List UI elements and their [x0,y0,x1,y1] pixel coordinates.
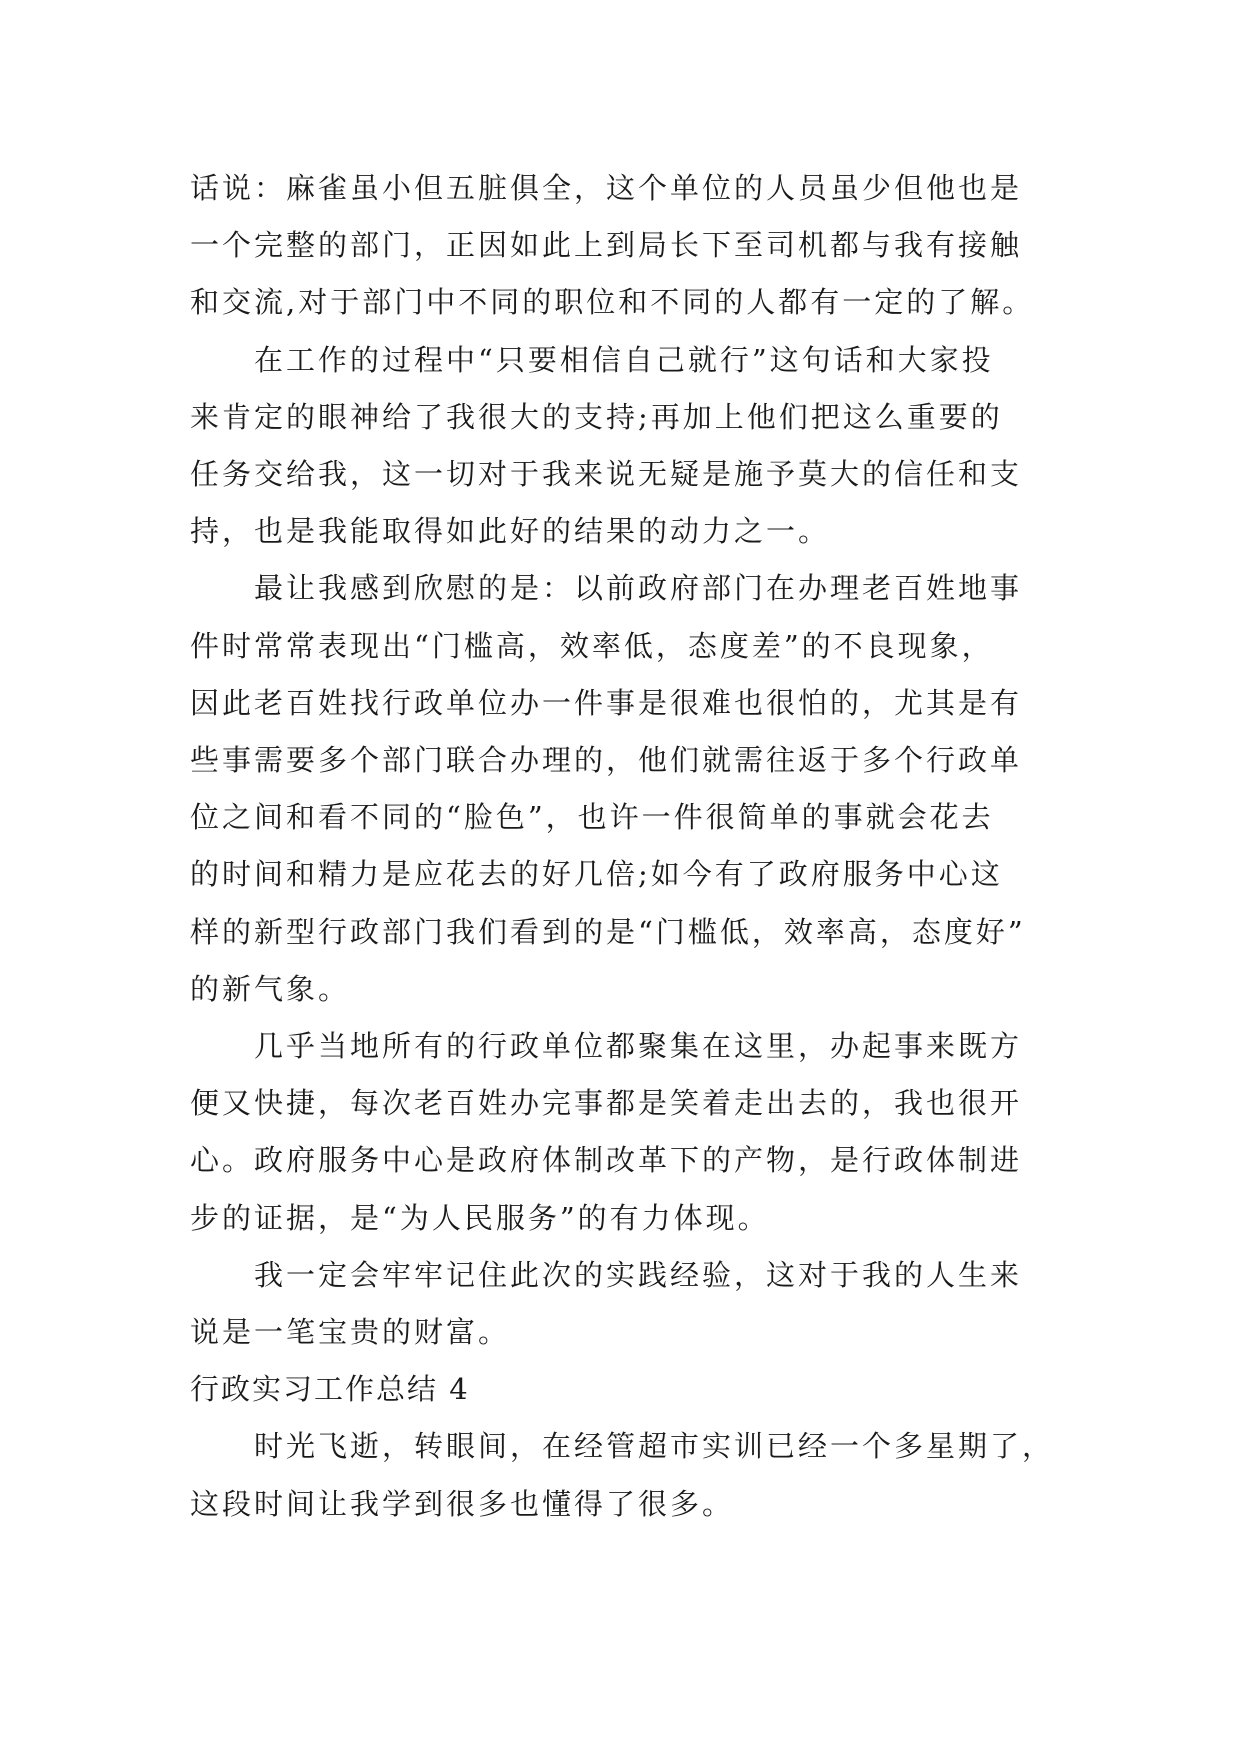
text-line: 几乎当地所有的行政单位都聚集在这里，办起事来既方 [254,1029,1023,1064]
text-line: 件时常常表现出“门槛高，效率低，态度差”的不良现象， [190,628,994,663]
text-line: 一个完整的部门，正因如此上到局长下至司机都与我有接触 [190,228,1023,263]
text-line: 来肯定的眼神给了我很大的支持;再加上他们把这么重要的 [190,399,1003,434]
document-body [190,160,1090,1533]
text-line: 的新气象。 [190,971,351,1006]
text-line: 样的新型行政部门我们看到的是“门槛低，效率高，态度好” [190,914,1026,949]
text-line: 便又快捷，每次老百姓办完事都是笑着走出去的，我也很开 [190,1086,1023,1121]
section-heading: 行政实习工作总结 4 [190,1372,470,1407]
text-line: 持，也是我能取得如此好的结果的动力之一。 [190,514,831,549]
text-line: 的时间和精力是应花去的好几倍;如今有了政府服务中心这 [190,857,1003,892]
text-line: 任务交给我，这一切对于我来说无疑是施予莫大的信任和支 [190,457,1023,492]
text-line: 最让我感到欣慰的是：以前政府部门在办理老百姓地事 [254,571,1023,606]
text-line: 心。政府服务中心是政府体制改革下的产物，是行政体制进 [190,1143,1023,1178]
text-line: 步的证据，是“为人民服务”的有力体现。 [190,1200,770,1235]
text-line: 和交流,对于部门中不同的职位和不同的人都有一定的了解。 [190,285,1035,320]
text-line: 些事需要多个部门联合办理的，他们就需往返于多个行政单 [190,743,1023,778]
text-line: 说是一笔宝贵的财富。 [190,1315,511,1350]
text-line: 因此老百姓找行政单位办一件事是很难也很怕的，尤其是有 [190,685,1023,720]
text-line: 我一定会牢牢记住此次的实践经验，这对于我的人生来 [254,1257,1023,1292]
text-line: 这段时间让我学到很多也懂得了很多。 [190,1486,735,1521]
text-line: 在工作的过程中“只要相信自己就行”这句话和大家投 [254,342,994,377]
text-line: 话说：麻雀虽小但五脏俱全，这个单位的人员虽少但他也是 [190,171,1023,205]
text-line: 位之间和看不同的“脸色”，也许一件很简单的事就会花去 [190,800,994,835]
text-line: 时光飞逝，转眼间，在经管超市实训已经一个多星期了， [254,1429,1055,1464]
